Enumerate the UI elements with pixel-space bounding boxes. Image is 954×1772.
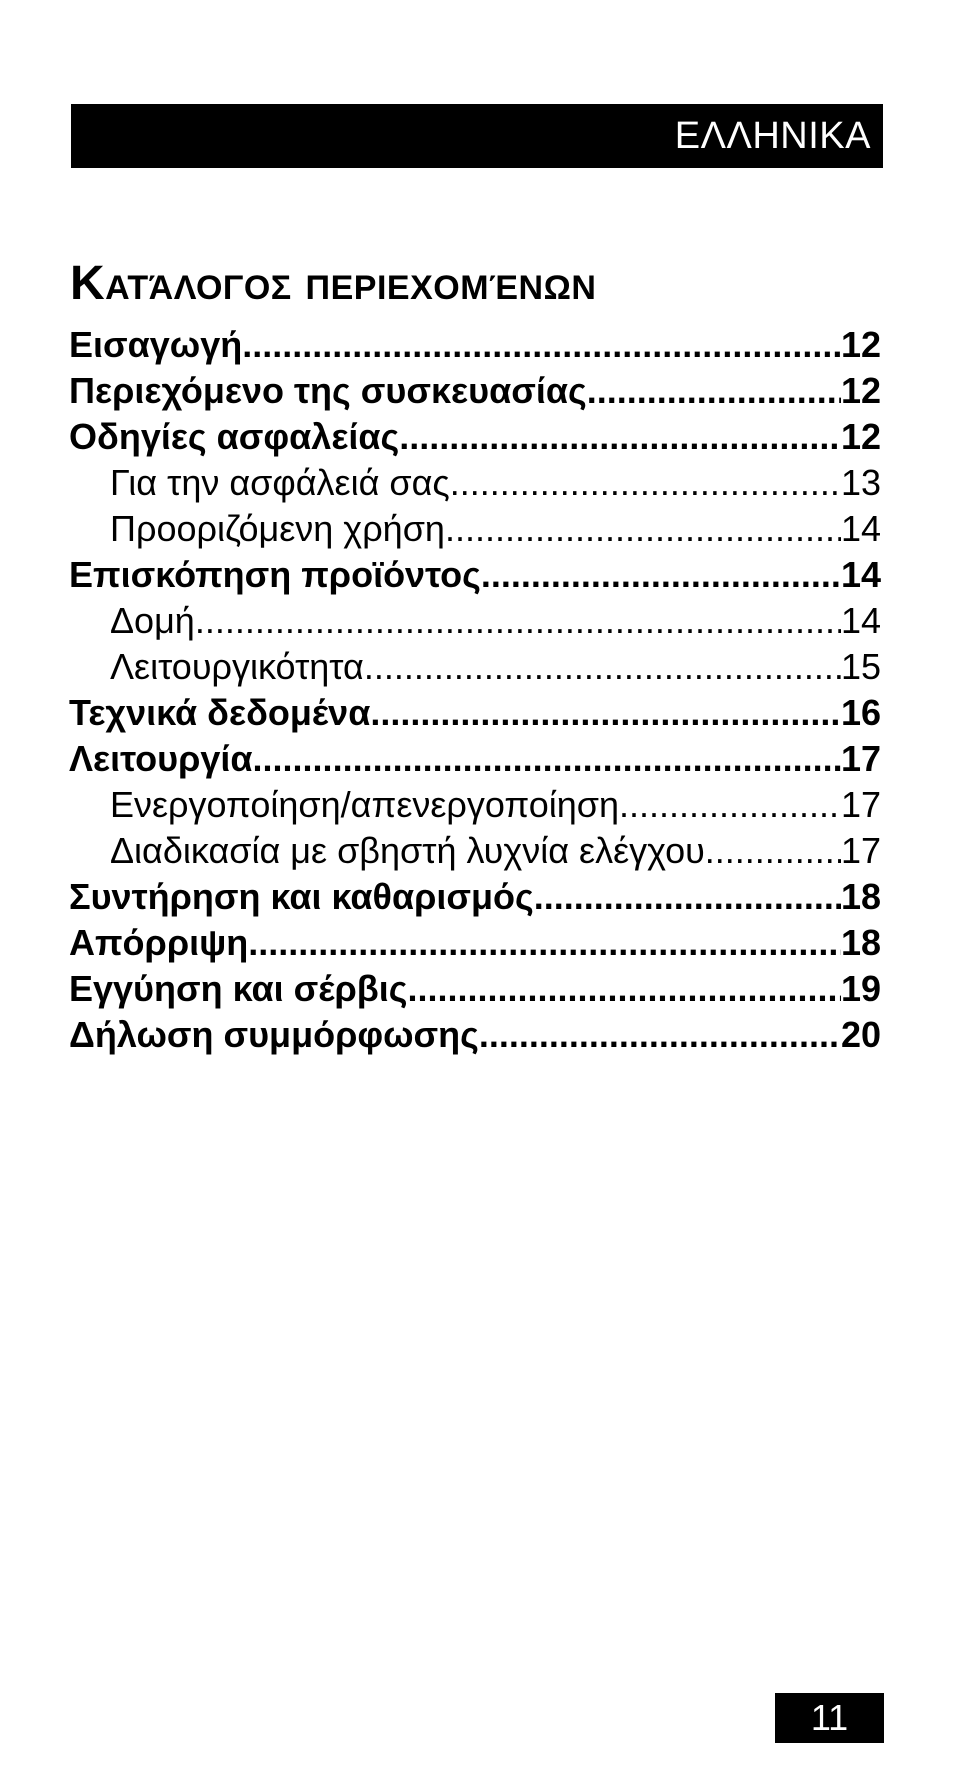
toc-entry-label: Περιεχόμενο της συσκευασίας bbox=[69, 370, 587, 411]
toc-entry-page: 12 bbox=[840, 370, 881, 411]
toc-dot-leader bbox=[248, 920, 841, 966]
toc-entry-package-contents[interactable] bbox=[69, 368, 881, 414]
toc-entry-label: Προοριζόμενη χρήση bbox=[110, 508, 445, 549]
toc-dot-leader bbox=[534, 874, 841, 920]
toc-entry-page: 14 bbox=[840, 554, 881, 595]
toc-entry-pilot-light-procedure[interactable] bbox=[69, 828, 881, 874]
toc-entry-label: Για την ασφάλειά σας bbox=[110, 462, 450, 503]
toc-entry-product-overview[interactable] bbox=[69, 552, 881, 598]
toc-entry-page: 15 bbox=[840, 646, 881, 687]
toc-dot-leader bbox=[587, 368, 841, 414]
page-number: 11 bbox=[810, 1697, 849, 1738]
toc-entry-label: Ενεργοποίηση/απενεργοποίηση bbox=[110, 784, 620, 825]
toc-entry-label: Συντήρηση και καθαρισμός bbox=[69, 876, 534, 917]
toc-dot-leader bbox=[364, 644, 841, 690]
page-number-box bbox=[775, 1693, 884, 1743]
toc-entry-safety-instructions[interactable] bbox=[69, 414, 881, 460]
toc-dot-leader bbox=[242, 322, 841, 368]
toc-dot-leader bbox=[407, 966, 840, 1012]
toc-entry-label: Απόρριψη bbox=[69, 922, 249, 963]
toc-entry-page: 17 bbox=[840, 784, 881, 825]
toc-dot-leader bbox=[370, 690, 841, 736]
toc-dot-leader bbox=[705, 828, 841, 874]
toc-entry-on-off[interactable] bbox=[69, 782, 881, 828]
toc-entry-page: 17 bbox=[840, 830, 881, 871]
toc-entry-page: 14 bbox=[840, 600, 881, 641]
toc-entry-page: 14 bbox=[840, 508, 881, 549]
toc-title: Κατάλογος περιεχομένων bbox=[70, 257, 597, 311]
toc-entry-label: Λειτουργία bbox=[69, 738, 253, 779]
toc-entry-label: Δήλωση συμμόρφωσης bbox=[69, 1014, 479, 1055]
toc-entry-intended-use[interactable] bbox=[69, 506, 881, 552]
toc-entry-functionality[interactable] bbox=[69, 644, 881, 690]
toc-dot-leader bbox=[253, 736, 841, 782]
toc-dot-leader bbox=[399, 414, 841, 460]
toc-entry-label: Εισαγωγή bbox=[69, 324, 243, 365]
language-label: ΕΛΛΗΝΙΚΑ bbox=[674, 115, 871, 157]
toc-entry-page: 16 bbox=[840, 692, 881, 733]
toc-entry-page: 18 bbox=[840, 922, 881, 963]
toc-dot-leader bbox=[445, 506, 841, 552]
toc-entry-page: 19 bbox=[840, 968, 881, 1009]
toc-dot-leader bbox=[195, 598, 841, 644]
toc-entry-page: 17 bbox=[840, 738, 881, 779]
toc-dot-leader bbox=[479, 1012, 841, 1058]
toc-dot-leader bbox=[481, 552, 841, 598]
toc-entry-label: Οδηγίες ασφαλείας bbox=[69, 416, 400, 457]
toc-entry-label: Διαδικασία με σβηστή λυχνία ελέγχου bbox=[110, 830, 705, 871]
toc-entry-page: 12 bbox=[840, 324, 881, 365]
toc-entry-technical-data[interactable] bbox=[69, 690, 881, 736]
toc-entry-for-your-safety[interactable] bbox=[69, 460, 881, 506]
toc-entry-label: Δομή bbox=[110, 600, 195, 641]
toc-entry-page: 13 bbox=[840, 462, 881, 503]
language-header-bar bbox=[71, 104, 883, 168]
toc-entry-page: 18 bbox=[840, 876, 881, 917]
toc-entry-label: Επισκόπηση προϊόντος bbox=[69, 554, 481, 595]
toc-dot-leader bbox=[450, 460, 841, 506]
toc-entry-label: Εγγύηση και σέρβις bbox=[69, 968, 408, 1009]
toc-entry-declaration-of-conformity[interactable] bbox=[69, 1012, 881, 1058]
table-of-contents bbox=[69, 322, 881, 1058]
toc-entry-page: 20 bbox=[840, 1014, 881, 1055]
toc-dot-leader bbox=[619, 782, 841, 828]
toc-entry-label: Λειτουργικότητα bbox=[110, 646, 364, 687]
toc-entry-maintenance-cleaning[interactable] bbox=[69, 874, 881, 920]
toc-entry-page: 12 bbox=[840, 416, 881, 457]
toc-entry-label: Τεχνικά δεδομένα bbox=[69, 692, 371, 733]
toc-entry-operation[interactable] bbox=[69, 736, 881, 782]
toc-entry-structure[interactable] bbox=[69, 598, 881, 644]
toc-entry-warranty-service[interactable] bbox=[69, 966, 881, 1012]
toc-entry-disposal[interactable] bbox=[69, 920, 881, 966]
toc-entry-introduction[interactable] bbox=[69, 322, 881, 368]
